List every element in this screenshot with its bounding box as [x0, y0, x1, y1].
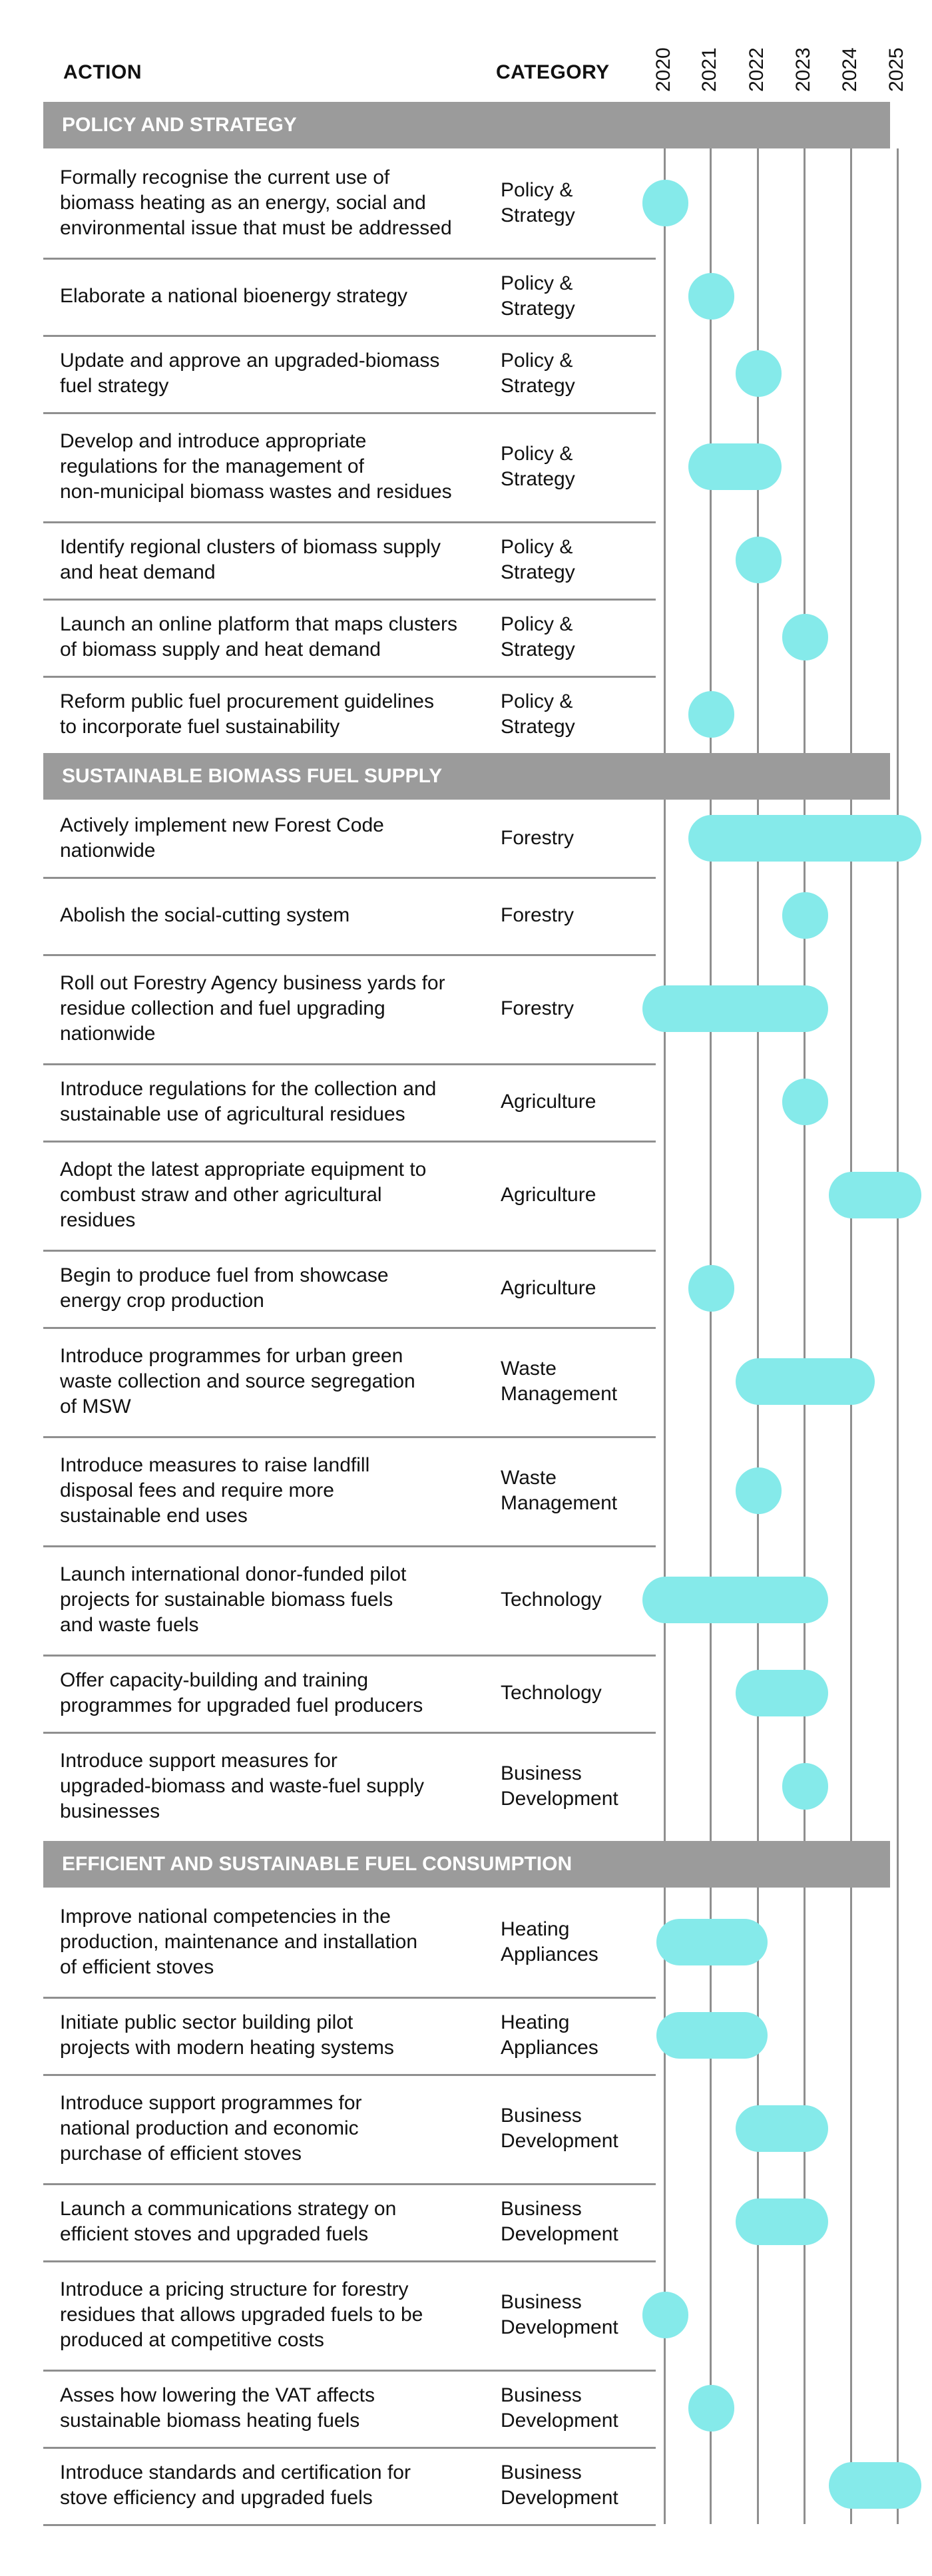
action-text-line: Elaborate a national bioenergy strategy	[60, 285, 408, 307]
year-tick-label: 2020	[652, 47, 674, 92]
action-text	[60, 1077, 499, 1127]
category-text	[501, 1587, 654, 1613]
year-gridline	[710, 148, 712, 2524]
category-text	[501, 826, 654, 851]
action-text-line: Formally recognise the current use of	[60, 166, 390, 188]
category-text-line: Business	[501, 2384, 582, 2406]
category-text-line: Forestry	[501, 997, 575, 1019]
category-text-line: Waste	[501, 1467, 557, 1489]
category-text	[501, 996, 654, 1021]
year-tick-label: 2025	[885, 47, 907, 92]
action-text-line: of biomass supply and heat demand	[60, 639, 381, 660]
action-text	[60, 971, 499, 1047]
category-text-line: Development	[501, 2410, 618, 2432]
action-text	[60, 2091, 499, 2167]
action-text-line: purchase of efficient stoves	[60, 2143, 302, 2165]
category-header: CATEGORY	[496, 61, 610, 83]
action-text-line: sustainable biomass heating fuels	[60, 2410, 360, 2432]
category-text-line: Business	[501, 2198, 582, 2220]
timeline-bar	[688, 273, 734, 320]
action-text	[60, 2460, 499, 2511]
timeline-bar	[736, 1358, 875, 1405]
category-text-line: Business	[501, 1762, 582, 1784]
action-text-line: national production and economic	[60, 2117, 359, 2139]
action-row	[43, 2447, 890, 2524]
category-text	[501, 348, 654, 399]
action-row	[43, 258, 890, 335]
category-text	[501, 441, 654, 492]
category-text	[501, 2196, 654, 2247]
category-text	[501, 903, 654, 928]
category-text	[501, 1089, 654, 1115]
timeline-bar	[782, 892, 828, 939]
action-text-line: to incorporate fuel sustainability	[60, 716, 340, 738]
action-text	[60, 165, 499, 241]
timeline-bar	[642, 1577, 828, 1623]
year-gridline	[897, 148, 899, 2524]
category-text-line: Policy &	[501, 272, 573, 294]
action-text-line: Update and approve an upgraded-biomass	[60, 350, 440, 372]
category-text	[501, 1356, 654, 1407]
category-text	[501, 271, 654, 322]
timeline-bar	[736, 350, 782, 397]
timeline-bar	[736, 2198, 828, 2245]
action-row	[43, 1250, 890, 1327]
action-text-line: Introduce programmes for urban green	[60, 1345, 403, 1367]
timeline-bar	[642, 2292, 688, 2338]
action-text	[60, 284, 499, 309]
action-text-line: Develop and introduce appropriate	[60, 430, 367, 452]
action-text	[60, 689, 499, 740]
action-text	[60, 903, 499, 928]
action-text-line: Improve national competencies in the	[60, 1906, 391, 1928]
timeline-bar	[656, 2012, 768, 2059]
category-text-line: Forestry	[501, 827, 575, 849]
category-text	[501, 1182, 654, 1208]
timeline-bar	[736, 1467, 782, 1514]
category-text	[501, 2010, 654, 2061]
action-text-line: combust straw and other agricultural	[60, 1184, 382, 1206]
category-text-line: Development	[501, 2223, 618, 2245]
action-text	[60, 429, 499, 505]
category-text-line: Heating	[501, 1918, 570, 1940]
timeline-bar	[829, 1172, 921, 1218]
row-divider	[43, 2524, 656, 2526]
category-text-line: Appliances	[501, 2037, 598, 2059]
timeline-bar	[642, 985, 828, 1032]
category-text-line: Development	[501, 2130, 618, 2152]
action-text-line: produced at competitive costs	[60, 2329, 324, 2351]
category-text-line: Strategy	[501, 716, 575, 738]
action-text-line: businesses	[60, 1800, 160, 1822]
action-text-line: nationwide	[60, 840, 156, 862]
action-text	[60, 2277, 499, 2353]
category-text-line: Policy &	[501, 443, 573, 465]
category-text-line: Policy &	[501, 613, 573, 635]
timeline-bar	[782, 1079, 828, 1125]
action-text	[60, 1157, 499, 1233]
year-gridline	[804, 148, 806, 2524]
category-text	[501, 689, 654, 740]
action-text-line: Introduce support measures for	[60, 1750, 338, 1772]
action-text-line: upgraded-biomass and waste-fuel supply	[60, 1775, 424, 1797]
year-gridline	[757, 148, 759, 2524]
action-row	[43, 1732, 890, 1841]
action-text-line: Launch an online platform that maps clusters	[60, 613, 457, 635]
category-text-line: Heating	[501, 2011, 570, 2033]
action-text-line: Reform public fuel procurement guidelines	[60, 690, 434, 712]
category-text-line: Development	[501, 1788, 618, 1810]
action-text	[60, 1904, 499, 1980]
year-gridline	[664, 148, 666, 2524]
category-text-line: Strategy	[501, 639, 575, 660]
action-text-line: of MSW	[60, 1396, 131, 1417]
timeline-bar	[782, 1763, 828, 1810]
action-text	[60, 2383, 499, 2434]
action-text	[60, 1453, 499, 1529]
action-row	[43, 599, 890, 676]
category-text	[501, 1276, 654, 1301]
category-text-line: Forestry	[501, 904, 575, 926]
action-text-line: sustainable use of agricultural residues	[60, 1103, 405, 1125]
category-text-line: Agriculture	[501, 1277, 596, 1299]
action-text-line: Asses how lowering the VAT affects	[60, 2384, 375, 2406]
timeline-bar	[736, 1670, 828, 1716]
timeline-bar	[642, 180, 688, 226]
action-text-line: disposal fees and require more	[60, 1479, 334, 1501]
category-text-line: Strategy	[501, 204, 575, 226]
category-text	[501, 612, 654, 662]
action-text-line: waste collection and source segregation	[60, 1370, 415, 1392]
category-text-line: Policy &	[501, 690, 573, 712]
action-text-line: Abolish the social-cutting system	[60, 904, 350, 926]
timeline-bar	[736, 2105, 828, 2152]
category-text	[501, 178, 654, 228]
section-header: SUSTAINABLE BIOMASS FUEL SUPPLY	[43, 753, 890, 800]
action-text-line: Initiate public sector building pilot	[60, 2011, 353, 2033]
category-text-line: Policy &	[501, 536, 573, 558]
category-text-line: Agriculture	[501, 1091, 596, 1113]
category-text-line: Business	[501, 2291, 582, 2313]
action-header: ACTION	[63, 61, 142, 83]
year-gridline	[850, 148, 852, 2524]
category-text-line: Business	[501, 2105, 582, 2127]
action-row	[43, 1063, 890, 1141]
category-text-line: Development	[501, 2487, 618, 2509]
action-text-line: Introduce regulations for the collection and	[60, 1078, 437, 1100]
action-text-line: fuel strategy	[60, 375, 169, 397]
category-text-line: Agriculture	[501, 1184, 596, 1206]
action-text-line: energy crop production	[60, 1290, 264, 1312]
timeline-bar	[688, 691, 734, 738]
timeline-bar	[656, 1919, 768, 1965]
category-text	[501, 1680, 654, 1706]
action-text	[60, 1562, 499, 1638]
action-text-line: non-municipal biomass wastes and residues	[60, 481, 452, 503]
action-text-line: efficient stoves and upgraded fuels	[60, 2223, 369, 2245]
category-text-line: Policy &	[501, 350, 573, 372]
action-row	[43, 877, 890, 954]
action-text-line: residues that allows upgraded fuels to be	[60, 2304, 423, 2326]
action-text-line: Adopt the latest appropriate equipment to	[60, 1159, 427, 1180]
action-row	[43, 676, 890, 753]
category-text-line: Technology	[501, 1682, 602, 1704]
year-tick-label: 2022	[746, 47, 768, 92]
action-text	[60, 535, 499, 585]
category-text-line: Strategy	[501, 298, 575, 320]
action-text	[60, 1668, 499, 1718]
category-text	[501, 535, 654, 585]
timeline-bar	[688, 1265, 734, 1312]
year-tick-label: 2024	[839, 47, 861, 92]
category-text-line: Policy &	[501, 179, 573, 201]
action-text-line: and heat demand	[60, 561, 216, 583]
year-tick-label: 2023	[792, 47, 814, 92]
category-text-line: Technology	[501, 1589, 602, 1611]
year-tick-label: 2021	[698, 47, 720, 92]
section-header: EFFICIENT AND SUSTAINABLE FUEL CONSUMPTION	[43, 1841, 890, 1888]
action-text-line: Introduce standards and certification for	[60, 2461, 411, 2483]
action-text	[60, 348, 499, 399]
action-text	[60, 1344, 499, 1419]
action-text-line: environmental issue that must be addressed	[60, 217, 452, 239]
action-text-line: Launch a communications strategy on	[60, 2198, 397, 2220]
action-text-line: biomass heating as an energy, social and	[60, 192, 426, 214]
action-text-line: nationwide	[60, 1023, 156, 1045]
category-text-line: Strategy	[501, 468, 575, 490]
action-row	[43, 2260, 890, 2370]
action-text	[60, 2196, 499, 2247]
action-row	[43, 1141, 890, 1250]
timeline-bar	[782, 614, 828, 660]
action-text-line: Roll out Forestry Agency business yards for	[60, 972, 445, 994]
action-text-line: projects for sustainable biomass fuels	[60, 1589, 393, 1611]
category-text	[501, 1761, 654, 1812]
category-text-line: Strategy	[501, 561, 575, 583]
category-text-line: Business	[501, 2461, 582, 2483]
action-text-line: regulations for the management of	[60, 455, 364, 477]
category-text-line: Management	[501, 1383, 618, 1405]
category-text	[501, 2103, 654, 2154]
action-text-line: Offer capacity-building and training	[60, 1669, 369, 1691]
action-text-line: programmes for upgraded fuel producers	[60, 1694, 423, 1716]
action-row	[43, 148, 890, 258]
action-row	[43, 2370, 890, 2447]
action-text	[60, 1748, 499, 1824]
action-text-line: stove efficiency and upgraded fuels	[60, 2487, 373, 2509]
action-text-line: residue collection and fuel upgrading	[60, 997, 385, 1019]
timeline-bar	[688, 2385, 734, 2432]
category-text	[501, 1465, 654, 1516]
action-text-line: production, maintenance and installation	[60, 1931, 418, 1953]
section-header: POLICY AND STRATEGY	[43, 102, 890, 148]
action-text-line: Begin to produce fuel from showcase	[60, 1264, 389, 1286]
action-text-line: sustainable end uses	[60, 1505, 248, 1527]
timeline-bar	[688, 443, 782, 490]
category-text-line: Management	[501, 1492, 618, 1514]
category-text-line: Appliances	[501, 1943, 598, 1965]
action-text-line: Introduce a pricing structure for forestry	[60, 2278, 409, 2300]
category-text	[501, 1917, 654, 1967]
category-text-line: Development	[501, 2316, 618, 2338]
category-text	[501, 2383, 654, 2434]
action-text-line: Identify regional clusters of biomass supply	[60, 536, 441, 558]
category-text	[501, 2460, 654, 2511]
action-text-line: of efficient stoves	[60, 1956, 214, 1978]
timeline-bar	[736, 537, 782, 583]
category-text-line: Waste	[501, 1358, 557, 1380]
action-text-line: and waste fuels	[60, 1614, 199, 1636]
action-text-line: Introduce measures to raise landfill	[60, 1454, 370, 1476]
action-text-line: Launch international donor-funded pilot	[60, 1563, 407, 1585]
timeline-bar	[829, 2462, 921, 2509]
category-text	[501, 2290, 654, 2340]
action-text	[60, 813, 499, 864]
action-text	[60, 2010, 499, 2061]
category-text-line: Strategy	[501, 375, 575, 397]
action-text-line: residues	[60, 1209, 136, 1231]
action-text-line: Introduce support programmes for	[60, 2092, 362, 2114]
action-text-line: projects with modern heating systems	[60, 2037, 394, 2059]
action-text	[60, 1263, 499, 1314]
action-text	[60, 612, 499, 662]
timeline-bar	[688, 815, 921, 862]
action-text-line: Actively implement new Forest Code	[60, 814, 384, 836]
